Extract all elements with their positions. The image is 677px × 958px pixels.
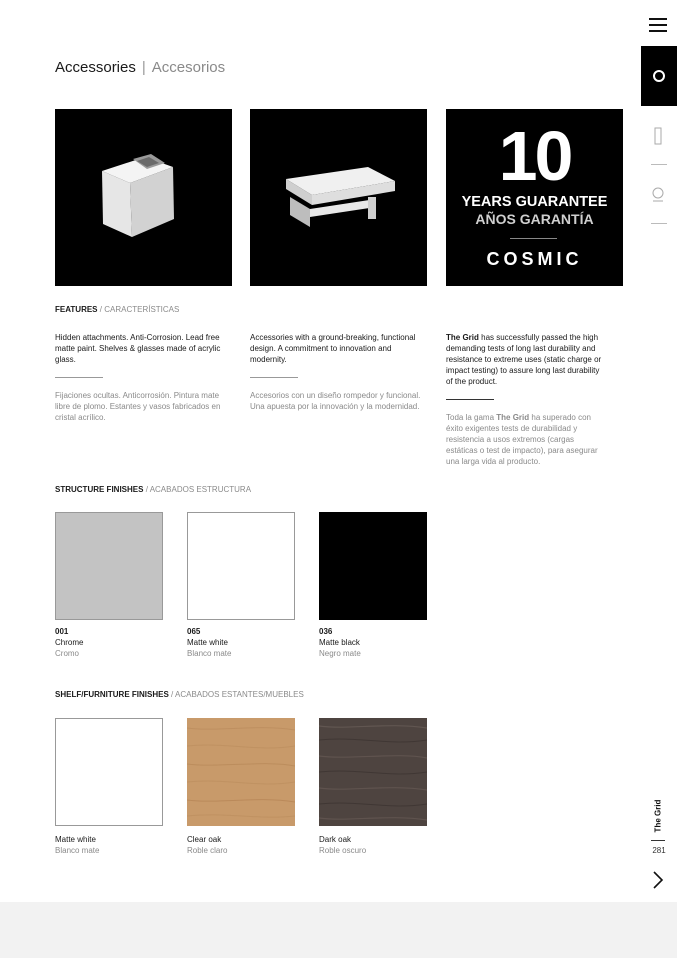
ring-icon [653, 70, 665, 82]
right-navigation-rail [641, 0, 677, 902]
divider [446, 399, 494, 400]
product-name-bold-es: The Grid [496, 413, 530, 422]
page-title [55, 59, 225, 76]
feature-text-en [446, 332, 604, 387]
page-number: 281 [652, 846, 666, 855]
swatch-label-clear-oak [187, 834, 227, 856]
finish-name-es: Negro mate [319, 649, 361, 658]
durability-text-es: ha superado con éxito exigentes tests de durabilidad y resistencia a usos extremos (cargas estáticas o test de impacto), para asegurar una larga vida al producto. [446, 413, 598, 466]
guarantee-badge [446, 109, 623, 286]
finish-name-es: Blanco mate [55, 846, 100, 855]
shelf-label: SHELF/FURNITURE FINISHES [55, 690, 169, 699]
swatch-matte-black[interactable] [319, 512, 427, 620]
product-name-bold: The Grid [446, 333, 479, 342]
swatch-clear-oak[interactable] [187, 718, 295, 826]
hamburger-menu-icon[interactable] [649, 18, 667, 34]
footer-band [0, 902, 677, 958]
structure-label-sub: / ACABADOS ESTRUCTURA [145, 485, 252, 494]
features-label-sub: / CARACTERÍSTICAS [99, 305, 180, 314]
finish-name-es: Blanco mate [187, 649, 232, 658]
rail-divider [651, 164, 667, 165]
guarantee-divider [510, 238, 557, 239]
swatch-label-shelf-matte-white [55, 834, 99, 856]
feature-column-3 [446, 332, 604, 467]
collection-title-vertical [652, 798, 664, 834]
finish-name: Matte black [319, 638, 360, 647]
brand-logo: COSMIC [486, 249, 583, 269]
feature-column-1 [55, 332, 227, 423]
swatch-dark-oak[interactable] [319, 718, 427, 826]
finish-code: 001 [55, 627, 69, 636]
guarantee-text-es: AÑOS GARANTÍA [475, 211, 594, 227]
finish-name-es: Roble claro [187, 846, 228, 855]
guarantee-number: 10 [498, 117, 571, 195]
swatch-chrome[interactable] [55, 512, 163, 620]
title-separator: | [141, 59, 146, 76]
rail-divider [651, 840, 665, 841]
swatch-label-chrome [55, 626, 83, 659]
swatch-label-dark-oak [319, 834, 366, 856]
divider [55, 377, 103, 378]
structure-heading [55, 485, 251, 494]
swatch-matte-white[interactable] [187, 512, 295, 620]
finish-name-es: Cromo [55, 649, 80, 658]
rail-thumbnail-bottle-icon[interactable] [651, 127, 665, 145]
durability-pre-es: Toda la gama [446, 413, 497, 422]
title-sub: Accesorios [151, 59, 226, 76]
feature-text-es [446, 412, 604, 467]
feature-text-en: Accessories with a ground-breaking, functional design. A commitment to innovation and modernity. [250, 333, 416, 364]
finish-name: Matte white [55, 835, 96, 844]
rail-divider [651, 223, 667, 224]
finish-code: 065 [187, 627, 201, 636]
swatch-label-matte-black [319, 626, 361, 659]
durability-text-en: has successfully passed the high demanding tests of long last durability and resistance to extreme uses (static charge or impact testing) to assure long last durability of the product. [446, 333, 602, 386]
finish-name-es: Roble oscuro [319, 846, 367, 855]
finish-name: Dark oak [319, 835, 352, 844]
finish-name: Matte white [187, 638, 228, 647]
collection-title-text: The Grid [653, 799, 663, 833]
chevron-right-icon[interactable] [650, 870, 666, 890]
cube-container-illustration [55, 109, 232, 286]
title-main: Accessories [55, 59, 136, 76]
finish-name: Chrome [55, 638, 84, 647]
features-heading [55, 305, 179, 314]
clear-oak-grain [187, 718, 295, 826]
rail-active-section[interactable] [641, 46, 677, 106]
finish-code: 036 [319, 627, 333, 636]
feature-column-2 [250, 332, 422, 412]
shelf-label-sub: / ACABADOS ESTANTES/MUEBLES [171, 690, 304, 699]
product-image-cube [55, 109, 232, 286]
swatch-shelf-matte-white[interactable] [55, 718, 163, 826]
divider [250, 377, 298, 378]
feature-text-es: Accesorios con un diseño rompedor y funcional. Una apuesta por la innovación y la modernidad. [250, 391, 421, 411]
finish-name: Clear oak [187, 835, 222, 844]
paper-holder-illustration [250, 109, 427, 286]
dark-oak-grain [319, 718, 427, 826]
rail-thumbnail-mirror-icon[interactable] [651, 185, 665, 203]
product-image-holder [250, 109, 427, 286]
feature-text-en: Hidden attachments. Anti-Corrosion. Lead free matte paint. Shelves & glasses made of acrylic glass. [55, 333, 221, 364]
features-label: FEATURES [55, 305, 98, 314]
shelf-heading [55, 690, 304, 699]
guarantee-text-en: YEARS GUARANTEE [461, 194, 608, 210]
feature-text-es: Fijaciones ocultas. Anticorrosión. Pintura mate libre de plomo. Estantes y vasos fabricados en cristal acrílico. [55, 391, 221, 422]
structure-label: STRUCTURE FINISHES [55, 485, 144, 494]
swatch-label-matte-white [187, 626, 231, 659]
